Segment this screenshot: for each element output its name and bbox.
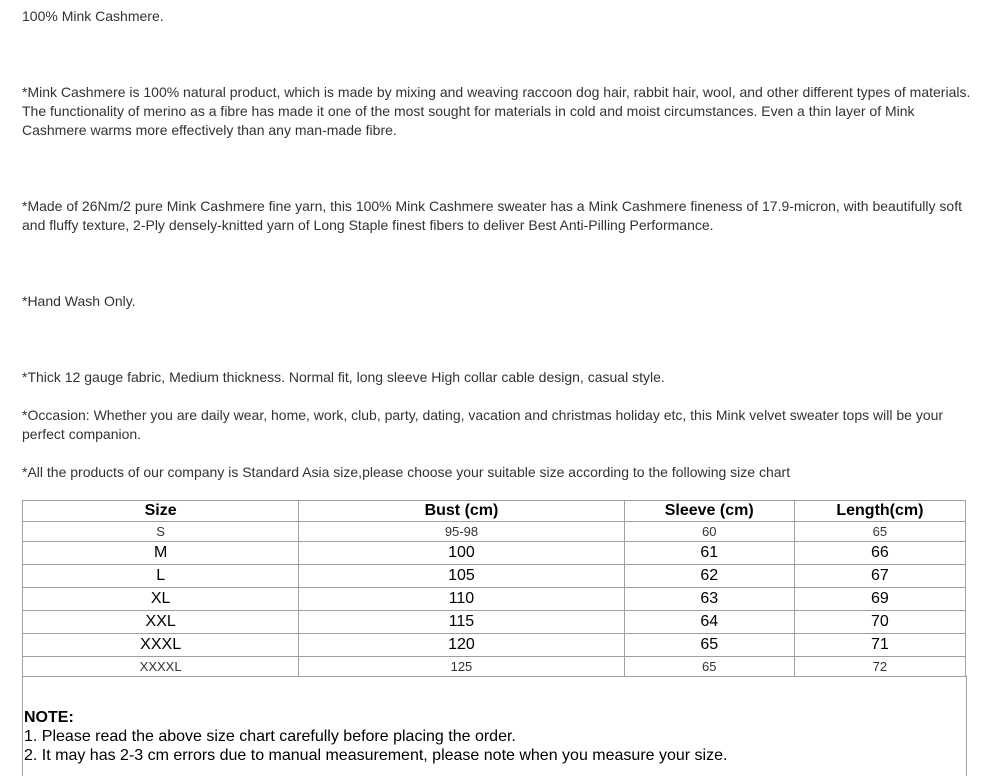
occasion-description: *Occasion: Whether you are daily wear, home, work, club, party, dating, vacation and christmas holiday etc, this Mink velvet sweater tops will be your perfect companion.: [22, 407, 944, 442]
column-header-length: Length(cm): [794, 501, 965, 522]
bust-cell: 105: [299, 565, 624, 588]
note-line-2: 2. It may has 2-3 cm errors due to manual measurement, please note when you measure your size.: [24, 747, 728, 764]
column-header-bust: Bust (cm): [299, 501, 624, 522]
note-line-1: 1. Please read the above size chart carefully before placing the order.: [24, 728, 516, 745]
size-cell: XL: [23, 588, 299, 611]
length-cell: 67: [794, 565, 965, 588]
table-row: [23, 611, 966, 634]
note-heading: NOTE:: [24, 709, 74, 726]
table-header-row: [23, 501, 966, 522]
sleeve-cell: 64: [624, 611, 794, 634]
size-cell: M: [23, 542, 299, 565]
table-row: [23, 522, 966, 542]
length-cell: 71: [794, 634, 965, 657]
length-cell: 70: [794, 611, 965, 634]
bust-cell: 100: [299, 542, 624, 565]
length-cell: 66: [794, 542, 965, 565]
table-row: [23, 542, 966, 565]
note-section: [22, 676, 967, 776]
product-title: 100% Mink Cashmere.: [22, 8, 164, 24]
bust-cell: 120: [299, 634, 624, 657]
size-cell: XXL: [23, 611, 299, 634]
bust-cell: 110: [299, 588, 624, 611]
bust-cell: 125: [299, 657, 624, 677]
length-cell: 72: [794, 657, 965, 677]
length-cell: 65: [794, 522, 965, 542]
care-instructions: *Hand Wash Only.: [22, 293, 136, 309]
sleeve-cell: 61: [624, 542, 794, 565]
bust-cell: 115: [299, 611, 624, 634]
size-cell: S: [23, 522, 299, 542]
column-header-size: Size: [23, 501, 299, 522]
table-row: [23, 565, 966, 588]
table-row: [23, 657, 966, 677]
material-description: *Mink Cashmere is 100% natural product, which is made by mixing and weaving raccoon dog hair, rabbit hair, wool, and other different types of materials. The functionality of merino as a fibre has made it one of the most sought for materials in cold and moist circumstances. Even a thin layer of Mink Cashmere warms more effectively than any man-made fibre.: [22, 84, 971, 138]
size-cell: L: [23, 565, 299, 588]
thickness-description: *Thick 12 gauge fabric, Medium thickness. Normal fit, long sleeve High collar cable design, casual style.: [22, 369, 665, 385]
sleeve-cell: 65: [624, 634, 794, 657]
table-row: [23, 588, 966, 611]
size-standard-note: *All the products of our company is Standard Asia size,please choose your suitable size according to the following size chart: [22, 464, 791, 480]
size-chart-table: [22, 500, 966, 677]
yarn-description: *Made of 26Nm/2 pure Mink Cashmere fine yarn, this 100% Mink Cashmere sweater has a Mink Cashmere fineness of 17.9-micron, with beautifully soft and fluffy texture, 2-Ply densely-knitted yarn of Long Staple finest fibers to deliver Best Anti-Pilling Performance.: [22, 198, 962, 233]
sleeve-cell: 63: [624, 588, 794, 611]
size-cell: XXXL: [23, 634, 299, 657]
bust-cell: 95-98: [299, 522, 624, 542]
column-header-sleeve: Sleeve (cm): [624, 501, 794, 522]
sleeve-cell: 62: [624, 565, 794, 588]
length-cell: 69: [794, 588, 965, 611]
size-cell: XXXXL: [23, 657, 299, 677]
table-row: [23, 634, 966, 657]
sleeve-cell: 60: [624, 522, 794, 542]
sleeve-cell: 65: [624, 657, 794, 677]
